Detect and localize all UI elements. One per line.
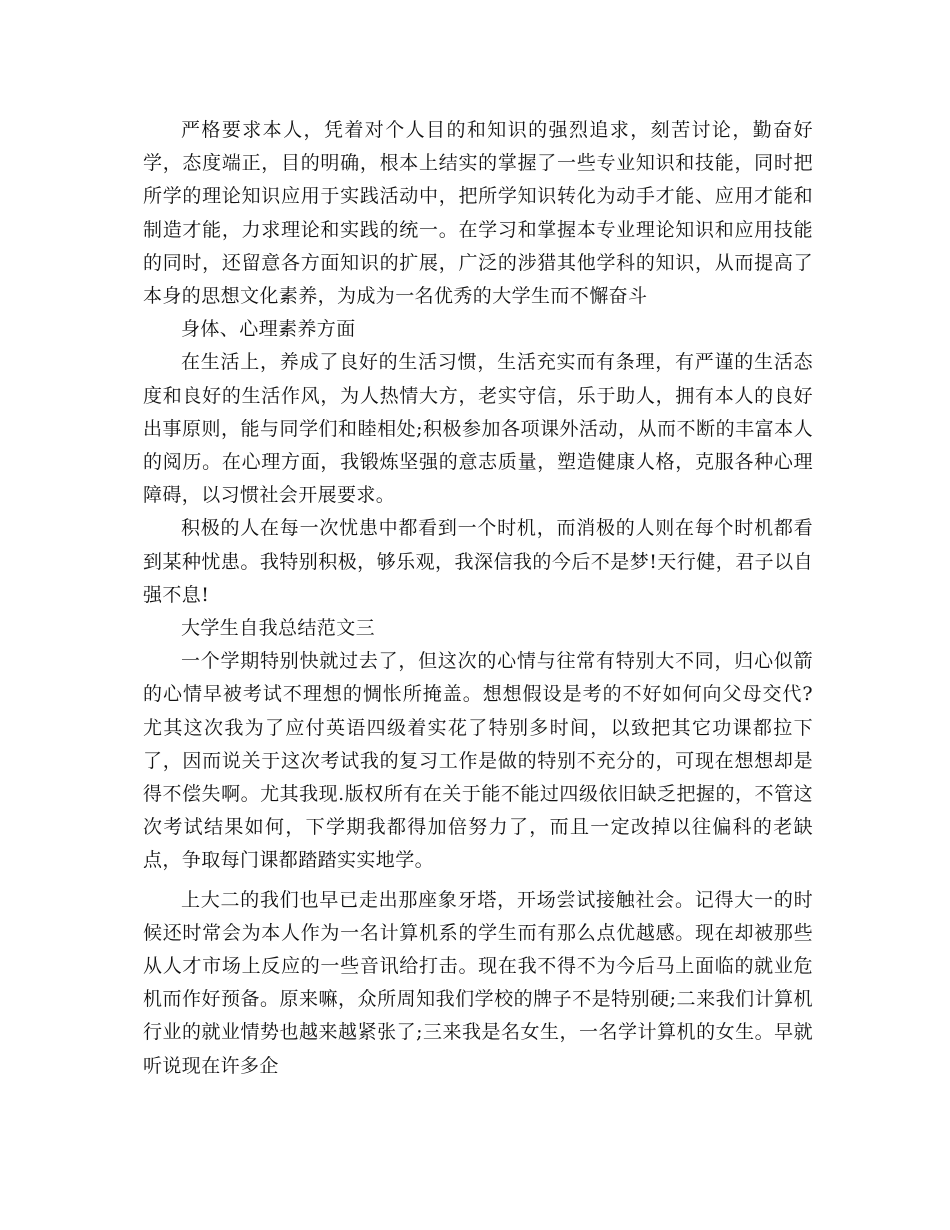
paragraph-sophomore: 上大二的我们也早已走出那座象牙塔，开场尝试接触社会。记得大一的时候还时常会为本人作为一名计算机系的学生而有那么点优越感。现在却被那些从人才市场上反应的一些音讯给打击。现在我不得不为今后马上面临的就业危机而作好预备。原来嘛，众所周知我们学校的牌子不是特别硬;二来我们计算机行业的就业情势也越来越紧张了;三来我是名女生，一名学计算机的女生。早就听说现在许多企 <box>143 888 813 1077</box>
heading-sample-three: 大学生自我总结范文三 <box>181 617 376 640</box>
document-body <box>143 114 813 1083</box>
paragraph-positive: 积极的人在每一次忧患中都看到一个时机，而消极的人则在每个时机都看到某种忧患。我特别积极，够乐观，我深信我的今后不是梦!天行健，君子以自强不息! <box>143 517 813 606</box>
heading-body-mind: 身体、心理素养方面 <box>181 318 356 341</box>
paragraph-life: 在生活上，养成了良好的生活习惯，生活充实而有条理，有严谨的生活态度和良好的生活作风，为人热情大方，老实守信，乐于助人，拥有本人的良好出事原则，能与同学们和睦相处;积极参加各项课外活动，从而不断的丰富本人的阅历。在心理方面，我锻炼坚强的意志质量，塑造健康人格，克服各种心理障碍，以习惯社会开展要求。 <box>143 351 813 507</box>
paragraph-semester: 一个学期特别快就过去了，但这次的心情与往常有特别大不同，归心似箭的心情早被考试不理想的惆怅所掩盖。想想假设是考的不好如何向父母交代?尤其这次我为了应付英语四级着实花了特别多时间，以致把其它功课都拉下了，因而说关于这次考试我的复习工作是做的特别不充分的，可现在想想却是得不偿失啊。尤其我现.版权所有在关于能不能过四级依旧缺乏把握的，不管这次考试结果如何，下学期我都得加倍努力了，而且一定改掉以往偏科的老缺点，争取每门课都踏踏实实地学。 <box>143 650 813 872</box>
paragraph-study: 严格要求本人，凭着对个人目的和知识的强烈追求，刻苦讨论，勤奋好学，态度端正，目的明确，根本上结实的掌握了一些专业知识和技能，同时把所学的理论知识应用于实践活动中，把所学知识转化为动手才能、应用才能和制造才能，力求理论和实践的统一。在学习和掌握本专业理论知识和应用技能的同时，还留意各方面知识的扩展，广泛的涉猎其他学科的知识，从而提高了本身的思想文化素养，为成为一名优秀的大学生而不懈奋斗 <box>143 119 813 308</box>
